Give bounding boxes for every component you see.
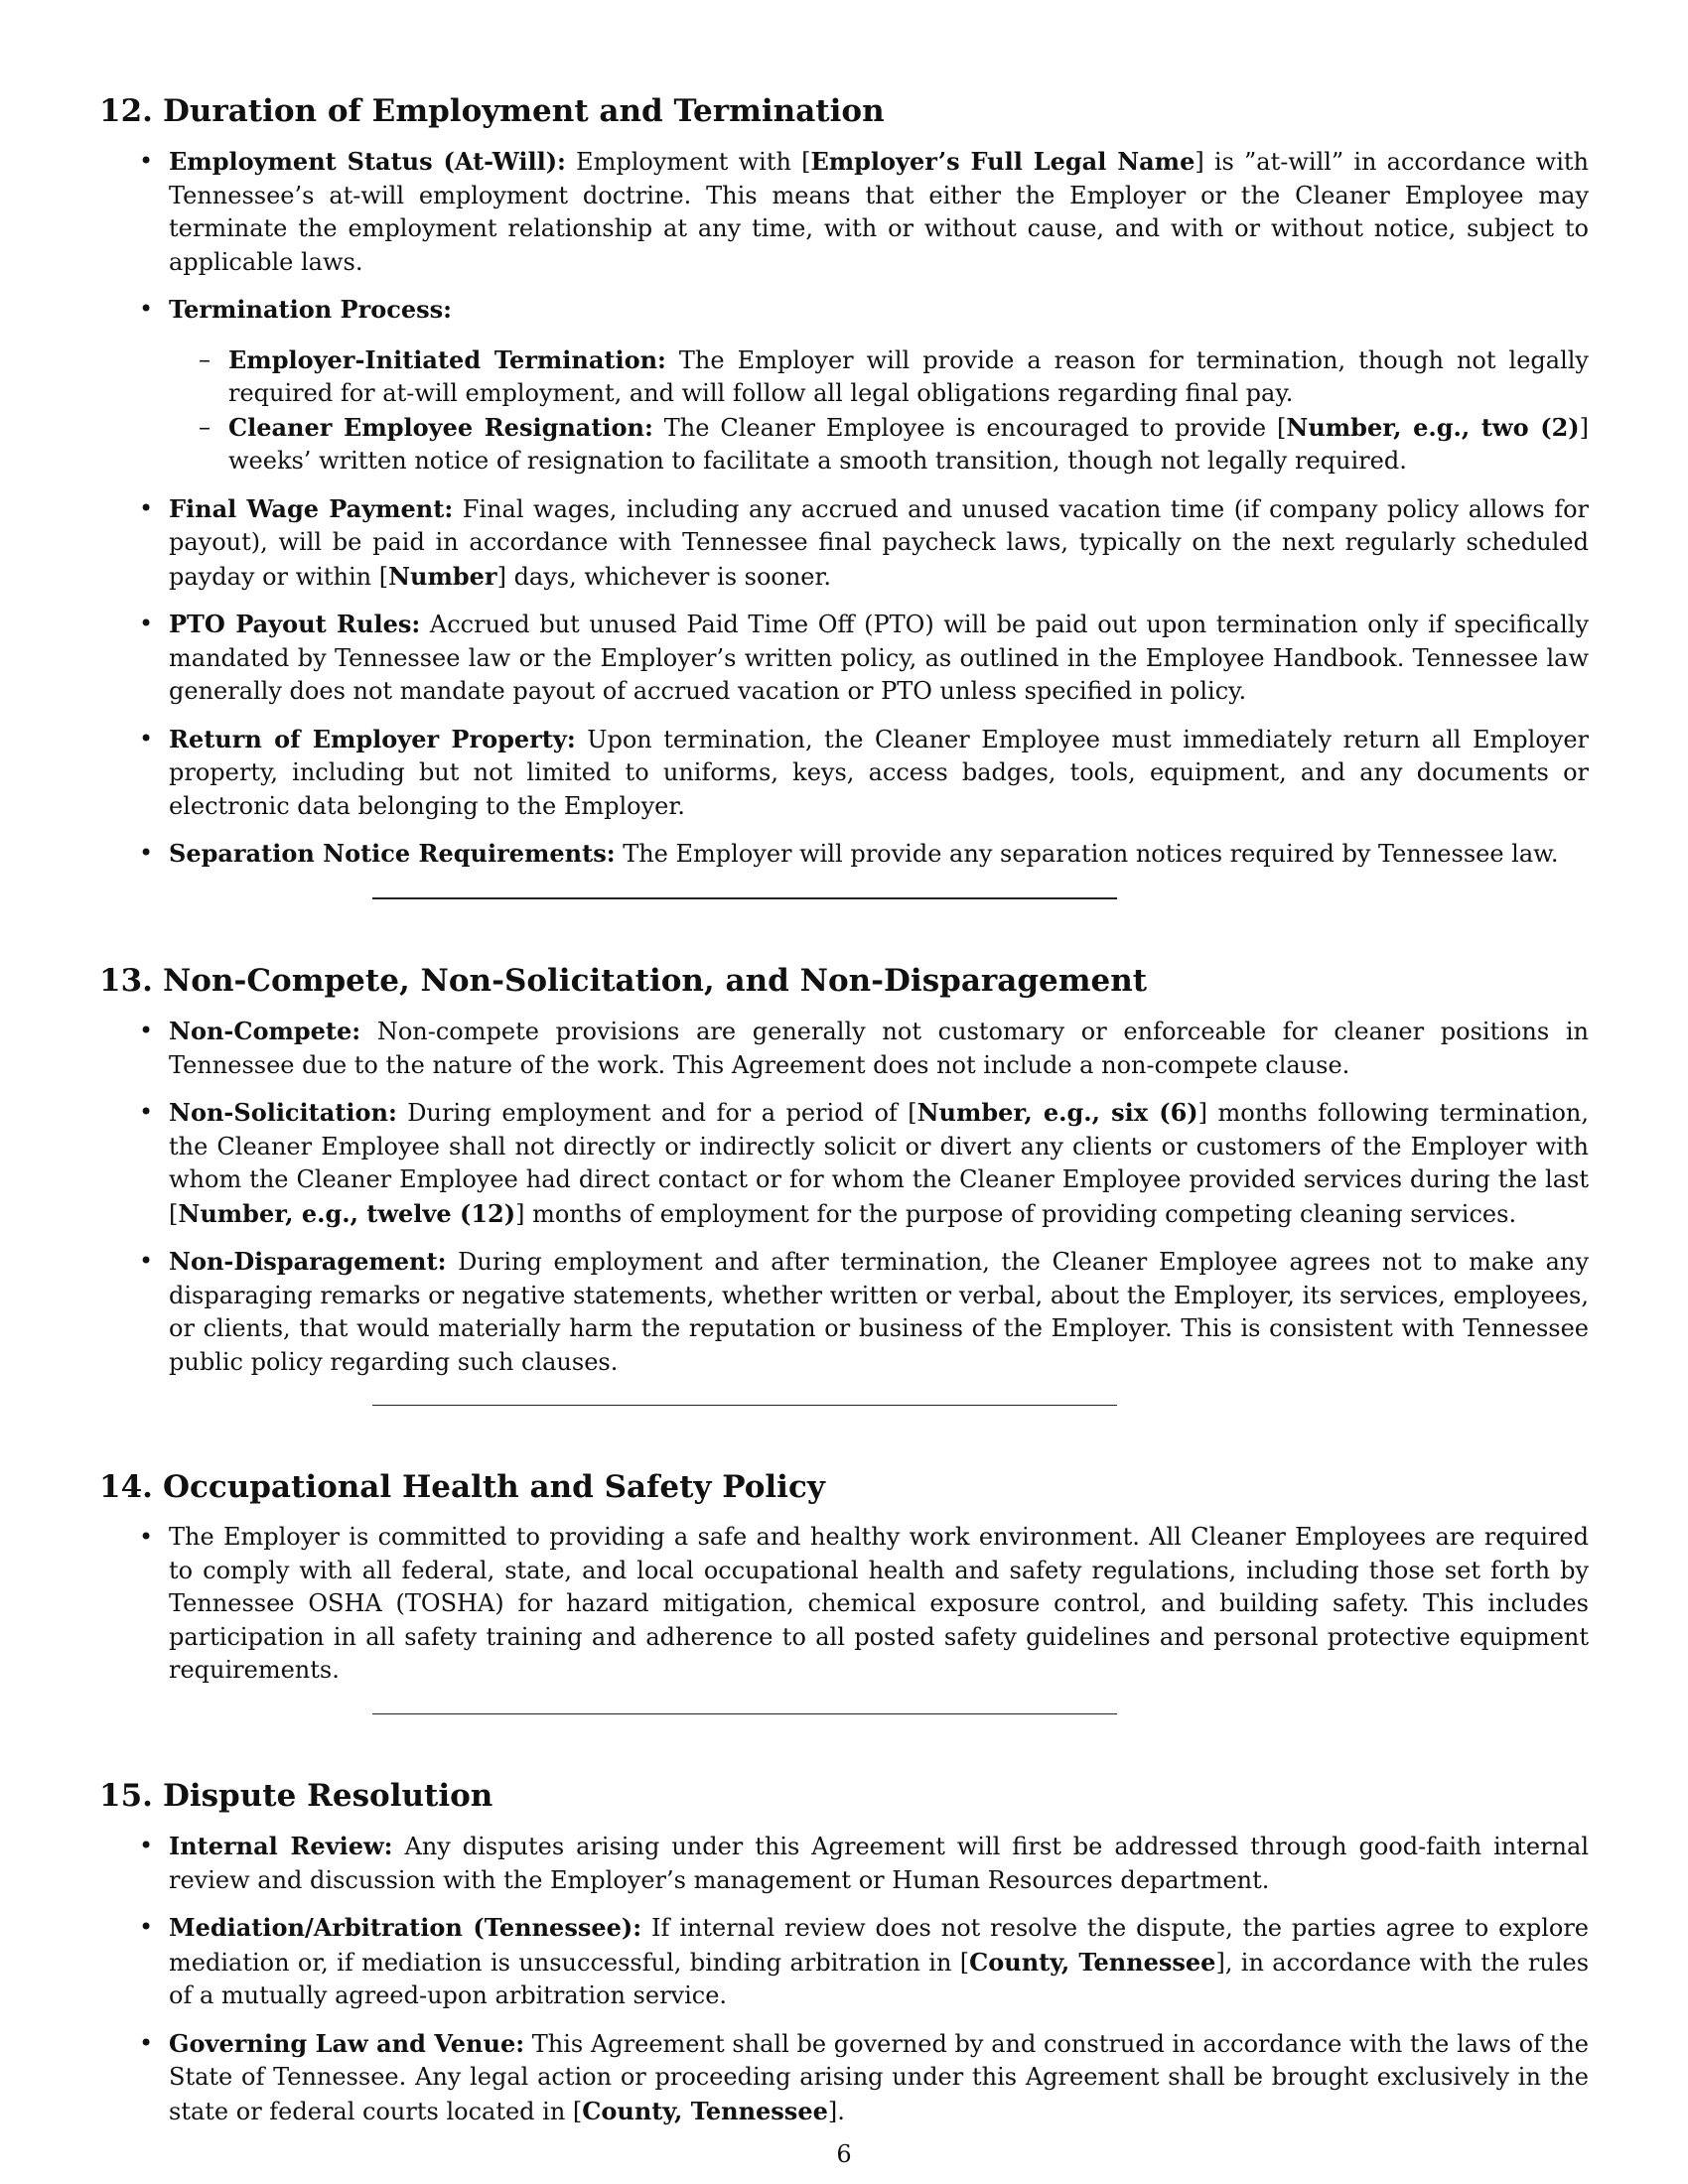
list-item-employment-status: • Employment Status (At-Will): Employment with [Employer’s Full Legal Name] is ”at-will” in accordance with Tennessee’s at-will employment doctrine. This means that either the Employer or the Cleaner Employee may terminate the employment relationship at any time, with or without cause, and with or without notice, subject to applicable laws. xyxy=(169,145,1589,279)
document-page xyxy=(99,91,1589,2142)
section-divider xyxy=(372,897,1117,899)
page-number: 6 xyxy=(836,2140,852,2168)
list-item-safety-policy: • The Employer is committed to providing a safe and healthy work environment. All Cleaner Employees are required to comply with all federal, state, and local occupational health and safety regulations, including those set forth by Tennessee OSHA (TOSHA) for hazard mitigation, chemical exposure control, and building safety. This includes participation in all safety training and adherence to all posted safety guidelines and personal protective equipment requirements. xyxy=(169,1521,1589,1688)
list-item-non-compete: • Non-Compete: Non-compete provisions are generally not customary or enforceable for cleaner positions in Tennessee due to the nature of the work. This Agreement does not include a non-compete clause. xyxy=(169,1015,1589,1082)
section-13 xyxy=(99,961,1589,1379)
section-list xyxy=(99,1830,1589,2128)
section-divider xyxy=(372,1405,1117,1406)
list-item-pto-payout: • PTO Payout Rules: Accrued but unused Paid Time Off (PTO) will be paid out upon termination only if specifically mandated by Tennessee law or the Employer’s written policy, as outlined in the Employee Handbook. Tennessee law generally does not mandate payout of accrued vacation or PTO unless specified in policy. xyxy=(169,608,1589,709)
section-title: 12. Duration of Employment and Termination xyxy=(99,93,885,129)
list-item-separation-notice: • Separation Notice Requirements: The Employer will provide any separation notices required by Tennessee law. xyxy=(169,837,1589,872)
section-list xyxy=(99,145,1589,872)
list-item-final-wage: • Final Wage Payment: Final wages, including any accrued and unused vacation time (if company policy allows for payout), will be paid in accordance with Tennessee final paycheck laws, typically on the next regularly scheduled payday or within [Number] days, whichever is sooner. xyxy=(169,492,1589,595)
section-divider xyxy=(372,1713,1117,1714)
list-item-non-solicitation: • Non-Solicitation: During employment and for a period of [Number, e.g., six (6)] months following termination, the Cleaner Employee shall not directly or indirectly solicit or divert any clients or customers of the Employer with whom the Cleaner Employee had direct contact or for whom the Cleaner Employee provided services during the last [Number, e.g., twelve (12)] months of employment for the purpose of providing competing cleaning services. xyxy=(169,1096,1589,1231)
sub-item-employer-initiated: – Employer-Initiated Termination: The Employer will provide a reason for termination, though not legally required for at-will employment, and will follow all legal obligations regarding final pay. xyxy=(228,343,1589,411)
section-title: 15. Dispute Resolution xyxy=(99,1777,493,1814)
list-item-return-property: • Return of Employer Property: Upon termination, the Cleaner Employee must immediately return all Employer property, including but not limited to uniforms, keys, access badges, tools, equipment, and any documents or electronic data belonging to the Employer. xyxy=(169,723,1589,824)
section-title: 14. Occupational Health and Safety Policy xyxy=(99,1469,825,1506)
section-list xyxy=(99,1015,1589,1379)
list-item-governing-law: • Governing Law and Venue: This Agreement shall be governed by and construed in accordance with the laws of the State of Tennessee. Any legal action or proceeding arising under this Agreement shall be brought exclusively in the state or federal courts located in [County, Tennessee]. xyxy=(169,2027,1589,2129)
list-item-termination-process: • Termination Process: – Employer-Initiated Termination: The Employer will provide a reason for termination, though not legally required for at-will employment, and will follow all legal obligations regarding final pay. – Cleaner Employee Resignation: The Cleaner Employee is encouraged to provide [Number, e.g., two (2)] weeks’ written notice of resignation to facilitate a smooth transition, though not legally required. xyxy=(169,293,1589,478)
section-14 xyxy=(99,1467,1589,1688)
sub-item-employee-resignation: – Cleaner Employee Resignation: The Cleaner Employee is encouraged to provide [Number, e.g., two (2)] weeks’ written notice of resignation to facilitate a smooth transition, though not legally required. xyxy=(228,411,1589,478)
list-item-internal-review: • Internal Review: Any disputes arising under this Agreement will first be addressed through good-faith internal review and discussion with the Employer’s management or Human Resources department. xyxy=(169,1830,1589,1897)
section-list xyxy=(99,1521,1589,1688)
sub-list xyxy=(169,343,1589,478)
section-12 xyxy=(99,91,1589,872)
section-title: 13. Non-Compete, Non-Solicitation, and Non-Disparagement xyxy=(99,962,1148,999)
list-item-non-disparagement: • Non-Disparagement: During employment and after termination, the Cleaner Employee agrees not to make any disparaging remarks or negative statements, whether written or verbal, about the Employer, its services, employees, or clients, that would materially harm the reputation or business of the Employer. This is consistent with Tennessee public policy regarding such clauses. xyxy=(169,1245,1589,1379)
list-item-mediation-arbitration: • Mediation/Arbitration (Tennessee): If internal review does not resolve the dispute, the parties agree to explore mediation or, if mediation is unsuccessful, binding arbitration in [County, Tennessee], in accordance with the rules of a mutually agreed-upon arbitration service. xyxy=(169,1911,1589,2013)
section-15 xyxy=(99,1776,1589,2128)
